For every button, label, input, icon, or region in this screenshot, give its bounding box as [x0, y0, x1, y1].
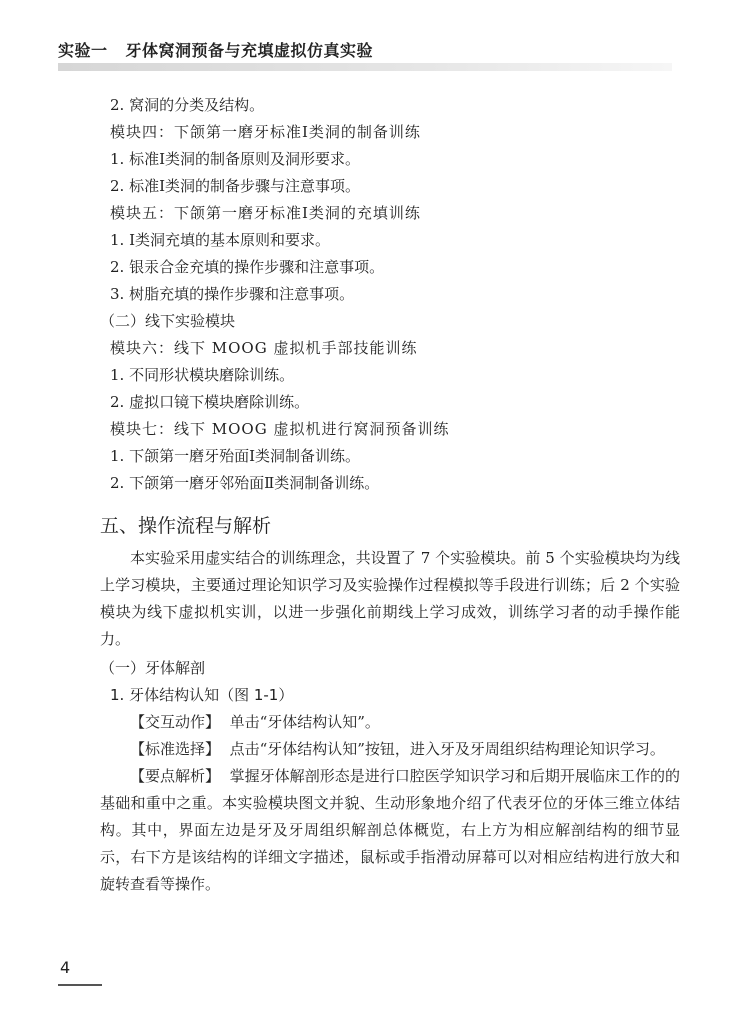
list-item: 2. 下颌第一磨牙邻殆面Ⅱ类洞制备训练。	[110, 474, 380, 492]
module-heading: 模块六：线下 MOOG 虚拟机手部技能训练	[110, 339, 418, 357]
subsection-heading: （二）线下实验模块	[100, 312, 236, 330]
list-item: 2. 虚拟口镜下模块磨除训练。	[110, 393, 310, 411]
chapter-title: 牙体窝洞预备与充填虚拟仿真实验	[125, 41, 374, 60]
topic-heading: 1. 牙体结构认知（图 1-1）	[110, 686, 294, 704]
analysis-text: 掌握牙体解剖形态是进行口腔医学知识学习和后期开展临床工作的的基础和重中之重。本实验模块图文并貌、生动形象地介绍了代表牙位的牙体三维立体结构。其中，界面左边是牙及牙周组织解剖总体概览，右上方为相应解剖结构的细节显示，右下方是该结构的详细文字描述，鼠标或手指滑动屏幕可以对相应结构进行放大和旋转查看等操作。	[100, 767, 680, 893]
list-item: 1. Ⅰ类洞充填的基本原则和要求。	[110, 231, 331, 249]
list-item: 3. 树脂充填的操作步骤和注意事项。	[110, 285, 355, 303]
list-item: 1. 下颌第一磨牙殆面Ⅰ类洞制备训练。	[110, 447, 361, 465]
list-item: 2. 银汞合金充填的操作步骤和注意事项。	[110, 258, 385, 276]
page-body	[100, 92, 680, 898]
running-header	[58, 38, 658, 61]
section-title: 五、操作流程与解析	[100, 515, 272, 537]
chapter-label: 实验一	[58, 41, 108, 60]
standard-label: 【标准选择】	[130, 740, 221, 758]
subsection-heading: （一）牙体解剖	[100, 659, 206, 677]
page-number: 4	[60, 958, 71, 977]
header-bar	[58, 63, 672, 71]
module-heading: 模块七：线下 MOOG 虚拟机进行窝洞预备训练	[110, 420, 450, 438]
standard-text: 点击“牙体结构认知”按钮，进入牙及牙周组织结构理论知识学习。	[229, 740, 665, 758]
interaction-text: 单击“牙体结构认知”。	[229, 713, 380, 731]
analysis-paragraph	[100, 763, 680, 898]
page-number-rule	[58, 984, 102, 986]
interaction-label: 【交互动作】	[130, 713, 221, 731]
intro-paragraph: 本实验采用虚实结合的训练理念，共设置了 7 个实验模块。前 5 个实验模块均为线上学习模块，主要通过理论知识学习及实验操作过程模拟等手段进行训练；后 2 个实验模块为线下虚拟机实训，以进一步强化前期线上学习成效，训练学习者的动手操作能力。	[100, 549, 680, 648]
module-heading: 模块四：下颌第一磨牙标准Ⅰ类洞的制备训练	[110, 123, 421, 141]
list-item: 2. 标准Ⅰ类洞的制备步骤与注意事项。	[110, 177, 361, 195]
module-heading: 模块五：下颌第一磨牙标准Ⅰ类洞的充填训练	[110, 204, 421, 222]
list-item: 1. 不同形状模块磨除训练。	[110, 366, 295, 384]
standard-paragraph	[100, 736, 680, 763]
list-item: 2. 窝洞的分类及结构。	[110, 96, 265, 114]
analysis-label: 【要点解析】	[130, 767, 221, 785]
list-item: 1. 标准Ⅰ类洞的制备原则及洞形要求。	[110, 150, 361, 168]
interaction-paragraph	[100, 709, 680, 736]
